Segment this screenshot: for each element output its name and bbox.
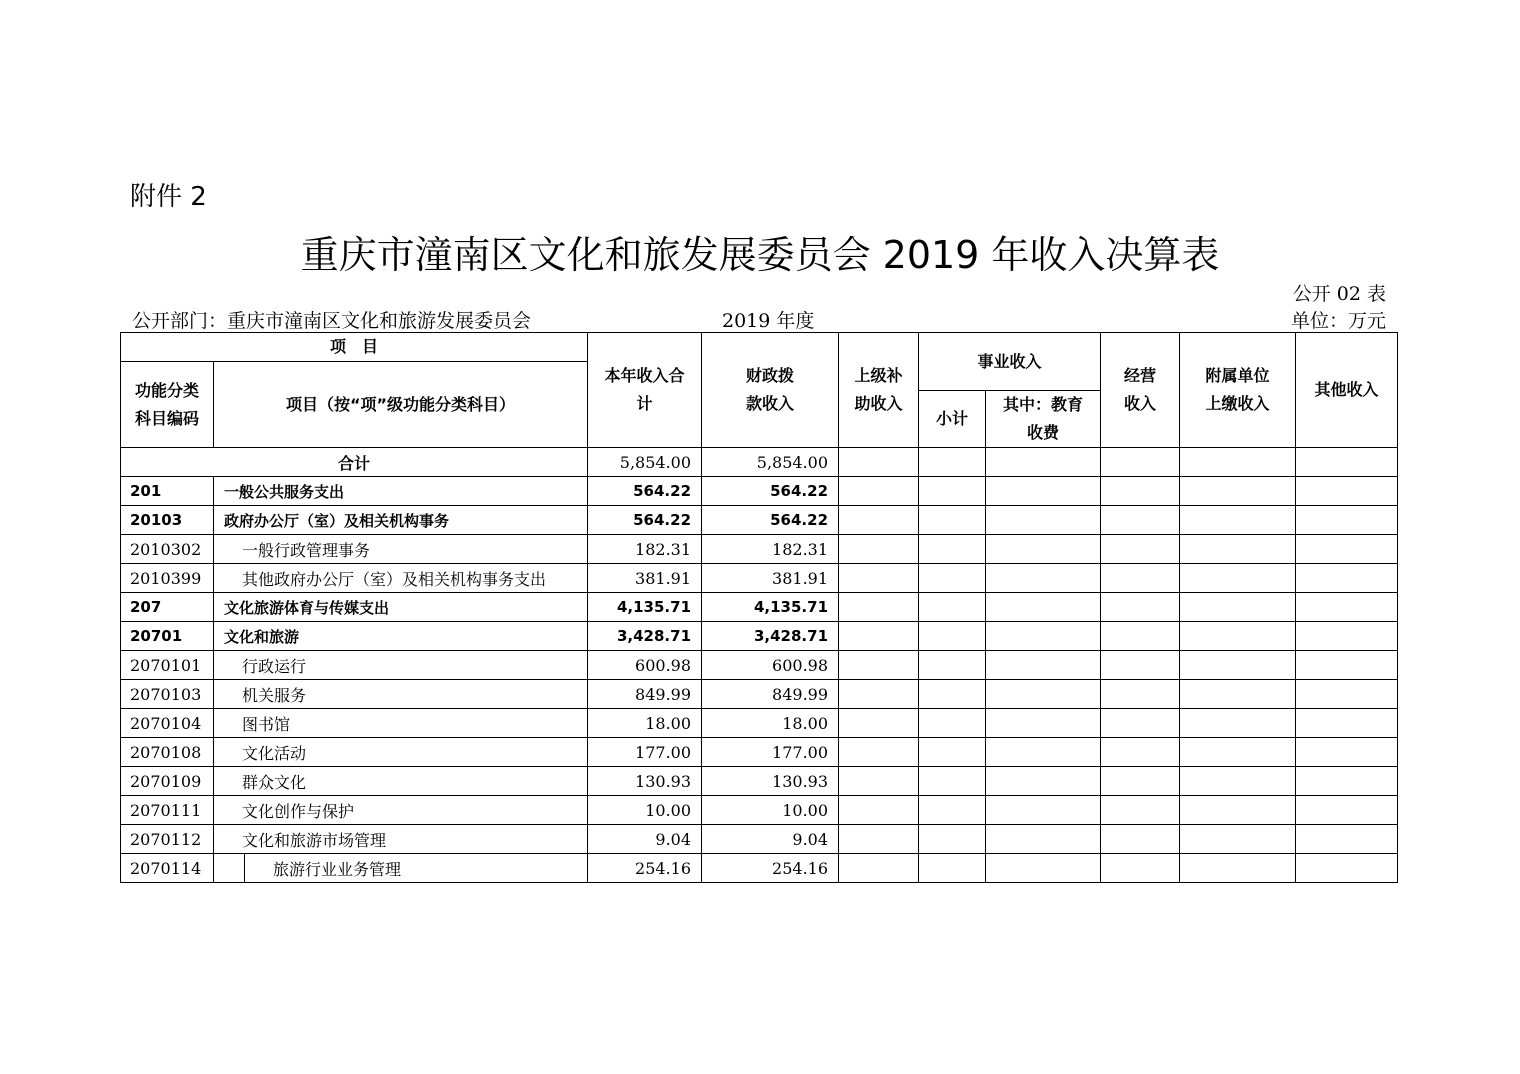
- row-fiscal: 849.99: [702, 680, 839, 709]
- header-item: 项 目: [121, 333, 588, 362]
- row-fiscal: 564.22: [702, 477, 839, 506]
- header-name: 项目（按“项”级功能分类科目）: [214, 362, 588, 448]
- row-name: 文化活动: [214, 738, 588, 767]
- row-code: 2010399: [121, 564, 214, 593]
- row-code: 20103: [121, 506, 214, 535]
- row-code: 201: [121, 477, 214, 506]
- row-code: 2070101: [121, 651, 214, 680]
- row-code: 2070103: [121, 680, 214, 709]
- row-fiscal: 3,428.71: [702, 622, 839, 651]
- row-name: 行政运行: [214, 651, 588, 680]
- row-code: 2070109: [121, 767, 214, 796]
- table-row: [121, 680, 1398, 709]
- row-name: 旅游行业业务管理: [273, 859, 402, 879]
- table-row: [121, 796, 1398, 825]
- total-fiscal-value: 5,854.00: [702, 448, 839, 477]
- header-subtotal: 小计: [919, 391, 986, 448]
- header-affiliated: 附属单位上缴收入: [1180, 333, 1296, 448]
- department-label: 公开部门：重庆市潼南区文化和旅游发展委员会: [132, 310, 532, 332]
- row-code: 207: [121, 593, 214, 622]
- row-name: 一般公共服务支出: [214, 477, 588, 506]
- table-row: [121, 622, 1398, 651]
- row-fiscal: 564.22: [702, 506, 839, 535]
- row-code: 2070104: [121, 709, 214, 738]
- table-row: [121, 593, 1398, 622]
- row-name-cell: [214, 854, 588, 883]
- table-row: [121, 738, 1398, 767]
- row-name: 一般行政管理事务: [214, 535, 588, 564]
- row-name: 其他政府办公厅（室）及相关机构事务支出: [214, 564, 588, 593]
- row-fiscal: 9.04: [702, 825, 839, 854]
- table-number: 公开 02 表: [1292, 283, 1386, 305]
- table-row: [121, 825, 1398, 854]
- row-total-income: 177.00: [588, 738, 702, 767]
- table-row: [121, 651, 1398, 680]
- row-name: 文化和旅游市场管理: [214, 825, 588, 854]
- row-code: 2070108: [121, 738, 214, 767]
- attachment-label: 附件 2: [130, 182, 207, 212]
- row-total-income: 9.04: [588, 825, 702, 854]
- row-total-income: 182.31: [588, 535, 702, 564]
- row-code: 2070112: [121, 825, 214, 854]
- row-fiscal: 254.16: [702, 854, 839, 883]
- row-fiscal: 182.31: [702, 535, 839, 564]
- header-business: 事业收入: [919, 333, 1101, 391]
- row-total-income: 564.22: [588, 506, 702, 535]
- row-total-income: 381.91: [588, 564, 702, 593]
- row-total-income: 18.00: [588, 709, 702, 738]
- row-total-income: 130.93: [588, 767, 702, 796]
- table-row: [121, 709, 1398, 738]
- row-total-income: 564.22: [588, 477, 702, 506]
- total-income-value: 5,854.00: [588, 448, 702, 477]
- row-code: 20701: [121, 622, 214, 651]
- row-total-income: 600.98: [588, 651, 702, 680]
- row-fiscal: 4,135.71: [702, 593, 839, 622]
- header-operating: 经营收入: [1101, 333, 1180, 448]
- row-name: 政府办公厅（室）及相关机构事务: [214, 506, 588, 535]
- row-fiscal: 177.00: [702, 738, 839, 767]
- row-total-income: 849.99: [588, 680, 702, 709]
- row-total-income: 254.16: [588, 854, 702, 883]
- header-edu: 其中：教育收费: [986, 391, 1101, 448]
- row-fiscal: 10.00: [702, 796, 839, 825]
- row-name: 图书馆: [214, 709, 588, 738]
- row-total-income: 4,135.71: [588, 593, 702, 622]
- header-fiscal: 财政拨款收入: [702, 333, 839, 448]
- header-code: 功能分类科目编码: [121, 362, 214, 448]
- row-fiscal: 18.00: [702, 709, 839, 738]
- row-name: 群众文化: [214, 767, 588, 796]
- row-name: 文化旅游体育与传媒支出: [214, 593, 588, 622]
- row-fiscal: 381.91: [702, 564, 839, 593]
- unit-label: 单位：万元: [1290, 310, 1386, 332]
- row-name: 文化创作与保护: [214, 796, 588, 825]
- table-row: [121, 535, 1398, 564]
- table-row: [121, 477, 1398, 506]
- total-row: [121, 448, 1398, 477]
- row-code: 2070114: [121, 854, 214, 883]
- page-title: 重庆市潼南区文化和旅发展委员会 2019 年收入决算表: [300, 233, 1220, 277]
- table-row: [121, 854, 1398, 883]
- row-name: 文化和旅游: [214, 622, 588, 651]
- row-code: 2070111: [121, 796, 214, 825]
- row-total-income: 3,428.71: [588, 622, 702, 651]
- table-row: [121, 767, 1398, 796]
- year-label: 2019 年度: [722, 310, 815, 332]
- row-total-income: 10.00: [588, 796, 702, 825]
- row-name: 机关服务: [214, 680, 588, 709]
- header-total-income: 本年收入合计: [588, 333, 702, 448]
- row-code: 2010302: [121, 535, 214, 564]
- header-other: 其他收入: [1296, 333, 1398, 448]
- row-fiscal: 600.98: [702, 651, 839, 680]
- income-table: [120, 332, 1398, 883]
- table-row: [121, 506, 1398, 535]
- header-superior: 上级补助收入: [839, 333, 919, 448]
- table-row: [121, 564, 1398, 593]
- row-fiscal: 130.93: [702, 767, 839, 796]
- total-label: 合计: [121, 448, 588, 477]
